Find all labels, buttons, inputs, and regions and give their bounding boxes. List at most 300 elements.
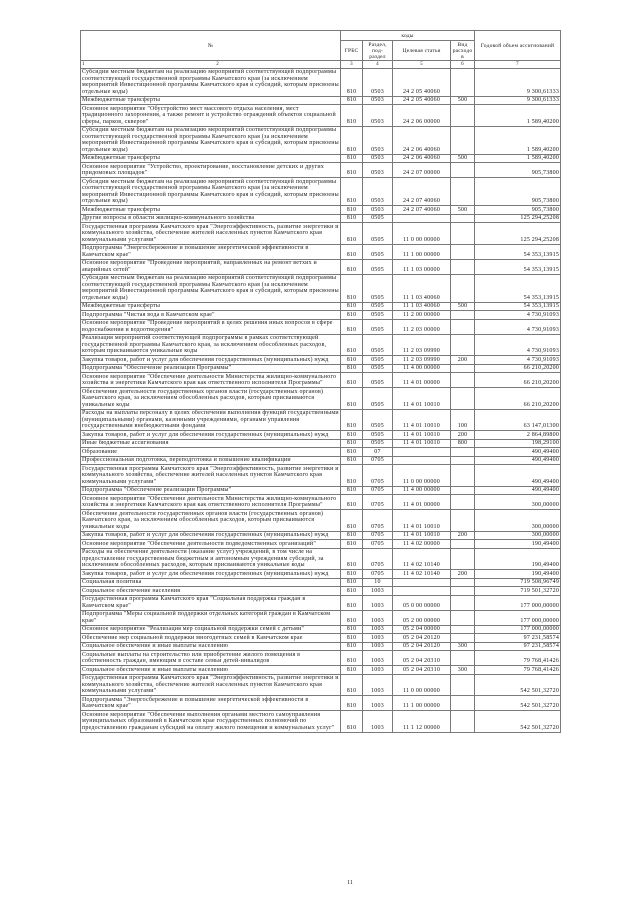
header-expense-type: Вид расходов bbox=[451, 41, 475, 61]
grbs-code-cell: 810 bbox=[341, 595, 363, 610]
grbs-code-cell: 810 bbox=[341, 388, 363, 410]
table-row bbox=[81, 154, 561, 163]
table-row bbox=[81, 711, 561, 733]
expense-type-cell bbox=[451, 373, 475, 388]
expense-type-cell: 500 bbox=[451, 154, 475, 163]
target-article-cell: 11 1 03 00000 bbox=[393, 259, 451, 274]
grbs-code-cell: 810 bbox=[341, 540, 363, 549]
expense-type-cell bbox=[451, 259, 475, 274]
table-row bbox=[81, 531, 561, 540]
section-code-cell: 0705 bbox=[363, 486, 393, 495]
row-name-cell: Субсидии местным бюджетам на реализацию мероприятий соответствующей подпрограммы соответствующей государственной программы Камчатского края (за исключением мероприятий Инвестиционной программы Камчатского края и субсидий, которым присвоены отдельные коды) bbox=[82, 275, 339, 301]
table-row bbox=[81, 259, 561, 274]
target-article-cell: 11 4 00 00000 bbox=[393, 364, 451, 373]
grbs-code-cell: 810 bbox=[341, 465, 363, 487]
table-row bbox=[81, 634, 561, 643]
row-name-cell: Социальные выплаты на строительство или приобретение жилого помещения в собственность граждан, имеющим в составе семьи детей-инвалидов bbox=[81, 651, 341, 666]
target-article-cell: 24 2 07 00000 bbox=[393, 163, 451, 178]
table-header bbox=[81, 31, 561, 69]
target-article-cell: 11 0 00 00000 bbox=[393, 674, 451, 696]
target-article-cell: 24 2 05 40060 bbox=[393, 68, 451, 96]
section-code-cell: 0705 bbox=[363, 531, 393, 540]
section-code-cell: 0705 bbox=[363, 540, 393, 549]
expense-type-cell: 200 bbox=[451, 431, 475, 440]
row-name-cell: Субсидии местным бюджетам на реализацию мероприятий соответствующей подпрограммы соответствующей государственной программы Камчатского края (за исключением мероприятий Инвестиционной программы Камчатского края и субсидий, которым присвоены отдельные коды) bbox=[82, 178, 339, 204]
grbs-code-cell: 810 bbox=[341, 311, 363, 320]
expense-type-cell bbox=[451, 465, 475, 487]
row-name-cell: Подпрограмма "Обеспечение реализации Программы" bbox=[81, 364, 341, 373]
target-article-cell: 11 1 00 00000 bbox=[393, 696, 451, 711]
expense-type-cell bbox=[451, 223, 475, 245]
table-row bbox=[81, 364, 561, 373]
amount-cell: 1 589,40200 bbox=[475, 105, 561, 127]
table-row bbox=[81, 431, 561, 440]
grbs-code-cell: 810 bbox=[341, 587, 363, 596]
table-row bbox=[81, 311, 561, 320]
target-article-cell: 11 4 01 10010 bbox=[393, 388, 451, 410]
expense-type-cell bbox=[451, 595, 475, 610]
amount-cell: 79 768,41426 bbox=[475, 651, 561, 666]
row-name-cell: Обеспечение мер социальной поддержки многодетных семей в Камчатском крае bbox=[81, 634, 341, 643]
table-row bbox=[81, 540, 561, 549]
expense-type-cell: 500 bbox=[451, 302, 475, 311]
expense-type-cell bbox=[451, 548, 475, 570]
grbs-code-cell: 810 bbox=[341, 302, 363, 311]
amount-cell: 905,73800 bbox=[475, 178, 561, 206]
section-code-cell: 0503 bbox=[363, 68, 393, 96]
section-code-cell: 0505 bbox=[363, 302, 393, 311]
grbs-code-cell: 810 bbox=[341, 625, 363, 634]
row-name-cell: Основное мероприятие "Реализация мер социальной поддержки семей с детьми" bbox=[81, 625, 341, 634]
section-code-cell: 1003 bbox=[363, 666, 393, 675]
expense-type-cell bbox=[451, 651, 475, 666]
table-row bbox=[81, 651, 561, 666]
header-section: Раздел, под-раздел bbox=[363, 41, 393, 61]
section-code-cell: 0705 bbox=[363, 456, 393, 465]
amount-cell: 905,73800 bbox=[475, 163, 561, 178]
amount-cell: 4 730,91093 bbox=[475, 356, 561, 365]
expense-type-cell bbox=[451, 364, 475, 373]
amount-cell: 66 210,20200 bbox=[475, 388, 561, 410]
expense-type-cell bbox=[451, 319, 475, 334]
target-article-cell: 11 2 00 00000 bbox=[393, 311, 451, 320]
table-row bbox=[81, 126, 561, 154]
grbs-code-cell: 810 bbox=[341, 163, 363, 178]
target-article-cell: 05 2 04 00000 bbox=[393, 625, 451, 634]
section-code-cell: 07 bbox=[363, 448, 393, 457]
section-code-cell: 0503 bbox=[363, 206, 393, 215]
section-code-cell: 0705 bbox=[363, 465, 393, 487]
section-code-cell: 0503 bbox=[363, 126, 393, 154]
row-name-cell: Расходы на выплаты персоналу в целях обеспечения выполнения функций государственными (муниципальными) органами, казенными учреждениями, органами управления государственными внебюджетными фондами bbox=[82, 410, 339, 429]
amount-cell: 4 730,91093 bbox=[475, 311, 561, 320]
row-name-cell: Профессиональная подготовка, переподготовка и повышение квалификации bbox=[81, 456, 341, 465]
section-code-cell: 0505 bbox=[363, 356, 393, 365]
expense-type-cell bbox=[451, 696, 475, 711]
table-row bbox=[81, 206, 561, 215]
table-row bbox=[81, 68, 561, 96]
section-code-cell: 0705 bbox=[363, 570, 393, 579]
amount-cell: 125 294,25208 bbox=[475, 223, 561, 245]
expense-type-cell: 200 bbox=[451, 356, 475, 365]
expense-type-cell bbox=[451, 214, 475, 223]
expense-type-cell: 300 bbox=[451, 666, 475, 675]
grbs-code-cell: 810 bbox=[341, 711, 363, 733]
row-name-cell: Закупка товаров, работ и услуг для обеспечения государственных (муниципальных) нужд bbox=[81, 570, 341, 579]
section-code-cell: 0505 bbox=[363, 334, 393, 356]
grbs-code-cell: 810 bbox=[341, 456, 363, 465]
row-name-cell: Основное мероприятие "Проведение мероприятий в целях решения иных вопросов в сфере водоснабжения и водоотведения" bbox=[81, 319, 341, 334]
target-article-cell: 11 4 01 10010 bbox=[393, 431, 451, 440]
target-article-cell: 11 4 01 00000 bbox=[393, 373, 451, 388]
target-article-cell: 24 2 07 40060 bbox=[393, 206, 451, 215]
section-code-cell: 0505 bbox=[363, 223, 393, 245]
grbs-code-cell: 810 bbox=[341, 178, 363, 206]
section-code-cell: 1003 bbox=[363, 711, 393, 733]
section-code-cell: 0503 bbox=[363, 163, 393, 178]
expense-type-cell bbox=[451, 448, 475, 457]
expense-type-cell bbox=[451, 495, 475, 510]
amount-cell: 300,00000 bbox=[475, 531, 561, 540]
amount-cell: 4 730,91093 bbox=[475, 334, 561, 356]
target-article-cell bbox=[393, 578, 451, 587]
column-number-row bbox=[81, 61, 561, 69]
section-code-cell: 1003 bbox=[363, 696, 393, 711]
grbs-code-cell: 810 bbox=[341, 334, 363, 356]
grbs-code-cell: 810 bbox=[341, 642, 363, 651]
grbs-code-cell: 810 bbox=[341, 570, 363, 579]
row-name-cell: Подпрограмма "Обеспечение реализации Программы" bbox=[81, 486, 341, 495]
section-code-cell: 0705 bbox=[363, 495, 393, 510]
expense-type-cell bbox=[451, 244, 475, 259]
table-row bbox=[81, 163, 561, 178]
section-code-cell: 0705 bbox=[363, 510, 393, 532]
column-number: 6 bbox=[451, 61, 475, 69]
header-number: № bbox=[81, 31, 341, 61]
row-name-cell: Межбюджетные трансферты bbox=[81, 302, 341, 311]
table-row bbox=[81, 105, 561, 127]
table-row bbox=[81, 465, 561, 487]
table-body bbox=[81, 68, 561, 732]
expense-type-cell bbox=[451, 610, 475, 625]
amount-cell: 542 501,32720 bbox=[475, 696, 561, 711]
row-name-cell: Подпрограмма "Чистая вода в Камчатском крае" bbox=[81, 311, 341, 320]
section-code-cell: 1003 bbox=[363, 674, 393, 696]
section-code-cell: 0505 bbox=[363, 274, 393, 302]
column-number: 7 bbox=[475, 61, 561, 69]
table-row bbox=[81, 96, 561, 105]
target-article-cell: 11 4 01 00000 bbox=[393, 495, 451, 510]
row-name-cell: Социальное обеспечение населения bbox=[81, 587, 341, 596]
table-row bbox=[81, 302, 561, 311]
column-number: 1 bbox=[82, 61, 85, 67]
table-row bbox=[81, 214, 561, 223]
target-article-cell: 11 2 03 09990 bbox=[393, 334, 451, 356]
column-number: 2 bbox=[216, 61, 219, 67]
row-name-cell: Социальное обеспечение и иные выплаты населению bbox=[81, 666, 341, 675]
section-code-cell: 0505 bbox=[363, 409, 393, 431]
target-article-cell: 05 2 04 20310 bbox=[393, 651, 451, 666]
row-name-cell: Подпрограмма "Меры социальной поддержки отдельных категорий граждан в Камчатском крае" bbox=[81, 610, 341, 625]
amount-cell: 9 300,61333 bbox=[475, 68, 561, 96]
amount-cell: 54 353,13915 bbox=[475, 274, 561, 302]
grbs-code-cell: 810 bbox=[341, 409, 363, 431]
table-row bbox=[81, 595, 561, 610]
target-article-cell: 11 2 03 00000 bbox=[393, 319, 451, 334]
section-code-cell: 0505 bbox=[363, 244, 393, 259]
grbs-code-cell: 810 bbox=[341, 244, 363, 259]
table-row bbox=[81, 578, 561, 587]
row-name-cell: Основное мероприятие "Устройство, проектирование, восстановление детских и других придомовых площадок" bbox=[81, 163, 341, 178]
table-row bbox=[81, 625, 561, 634]
amount-cell: 542 501,32720 bbox=[475, 674, 561, 696]
row-name-cell: Другие вопросы в области жилищно-коммунального хозяйства bbox=[81, 214, 341, 223]
section-code-cell: 0503 bbox=[363, 178, 393, 206]
row-name-cell: Основное мероприятие "Проведение мероприятий, направленных на ремонт ветхих и аварийных сетей" bbox=[81, 259, 341, 274]
expense-type-cell bbox=[451, 68, 475, 96]
target-article-cell: 11 4 01 10010 bbox=[393, 439, 451, 448]
grbs-code-cell: 810 bbox=[341, 373, 363, 388]
expense-type-cell: 200 bbox=[451, 531, 475, 540]
section-code-cell: 1003 bbox=[363, 634, 393, 643]
table-row bbox=[81, 319, 561, 334]
grbs-code-cell: 810 bbox=[341, 495, 363, 510]
grbs-code-cell: 810 bbox=[341, 364, 363, 373]
section-code-cell: 1003 bbox=[363, 642, 393, 651]
table-row bbox=[81, 696, 561, 711]
expense-type-cell: 200 bbox=[451, 570, 475, 579]
target-article-cell: 11 4 01 10010 bbox=[393, 409, 451, 431]
table-row bbox=[81, 439, 561, 448]
section-code-cell: 0505 bbox=[363, 311, 393, 320]
grbs-code-cell: 810 bbox=[341, 674, 363, 696]
target-article-cell: 05 2 04 20120 bbox=[393, 642, 451, 651]
expense-type-cell bbox=[451, 578, 475, 587]
amount-cell: 300,00000 bbox=[475, 510, 561, 532]
page-number: 11 bbox=[347, 880, 353, 886]
amount-cell: 542 501,32720 bbox=[475, 711, 561, 733]
expense-type-cell bbox=[451, 126, 475, 154]
target-article-cell: 11 2 03 09990 bbox=[393, 356, 451, 365]
table-row bbox=[81, 409, 561, 431]
target-article-cell: 11 0 00 00000 bbox=[393, 223, 451, 245]
table-row bbox=[81, 610, 561, 625]
target-article-cell bbox=[393, 448, 451, 457]
expense-type-cell bbox=[451, 311, 475, 320]
amount-cell: 177 000,00000 bbox=[475, 625, 561, 634]
amount-cell: 1 589,40200 bbox=[475, 154, 561, 163]
section-code-cell: 0505 bbox=[363, 388, 393, 410]
section-code-cell: 1003 bbox=[363, 610, 393, 625]
row-name-cell: Закупка товаров, работ и услуг для обеспечения государственных (муниципальных) нужд bbox=[81, 431, 341, 440]
column-number: 4 bbox=[363, 61, 393, 69]
row-name-cell: Основное мероприятие "Обеспечение выполнения органами местного самоуправления муниципальных образований в Камчатском крае государственных полномочий по предоставлению гражданам субсидий на оплату жилого помещения и коммунальных услуг" bbox=[81, 711, 341, 733]
section-code-cell: 0505 bbox=[363, 439, 393, 448]
expense-type-cell bbox=[451, 486, 475, 495]
target-article-cell: 11 4 02 10140 bbox=[393, 570, 451, 579]
row-name-cell: Расходы на обеспечение деятельности (оказание услуг) учреждений, в том числе на предоставление государственным бюджетным и автономным учреждениям субсидий, за исключением обособленных расходов, которым присваиваются уникальные коды bbox=[81, 548, 341, 570]
amount-cell: 97 231,58574 bbox=[475, 642, 561, 651]
row-name-cell: Государственная программа Камчатского края "Энергоэффективность, развитие энергетики и коммунального хозяйства, обеспечение жителей населенных пунктов Камчатского края коммунальными услугами" bbox=[82, 465, 339, 485]
row-name-cell: Межбюджетные трансферты bbox=[81, 206, 341, 215]
target-article-cell: 11 4 01 10010 bbox=[393, 510, 451, 532]
grbs-code-cell: 810 bbox=[341, 696, 363, 711]
grbs-code-cell: 810 bbox=[341, 548, 363, 570]
table-row bbox=[81, 244, 561, 259]
expense-type-cell bbox=[451, 456, 475, 465]
amount-cell: 719 501,32720 bbox=[475, 587, 561, 596]
header-target-article: Целевая статья bbox=[393, 41, 451, 61]
expense-type-cell bbox=[451, 178, 475, 206]
row-name-cell: Межбюджетные трансферты bbox=[81, 96, 341, 105]
section-code-cell: 1003 bbox=[363, 587, 393, 596]
header-amount: Годовой объем ассигнований bbox=[475, 31, 561, 61]
expense-type-cell: 300 bbox=[451, 642, 475, 651]
expense-type-cell bbox=[451, 510, 475, 532]
row-name-cell: Подпрограмма "Энергосбережение и повышение энергетической эффективности в Камчатском крае" bbox=[81, 696, 341, 711]
grbs-code-cell: 810 bbox=[341, 259, 363, 274]
expense-type-cell: 500 bbox=[451, 96, 475, 105]
grbs-code-cell: 810 bbox=[341, 610, 363, 625]
expense-type-cell: 500 bbox=[451, 206, 475, 215]
target-article-cell: 05 2 04 20120 bbox=[393, 634, 451, 643]
table-row bbox=[81, 388, 561, 410]
target-article-cell: 11 4 02 10140 bbox=[393, 548, 451, 570]
table-row bbox=[81, 456, 561, 465]
table-row bbox=[81, 334, 561, 356]
amount-cell: 490,49400 bbox=[475, 486, 561, 495]
target-article-cell: 11 4 02 00000 bbox=[393, 540, 451, 549]
table-row bbox=[81, 448, 561, 457]
grbs-code-cell: 810 bbox=[341, 105, 363, 127]
amount-cell: 4 730,91093 bbox=[475, 319, 561, 334]
row-name-cell: Иные бюджетные ассигнования bbox=[81, 439, 341, 448]
grbs-code-cell: 810 bbox=[341, 274, 363, 302]
target-article-cell: 24 2 06 00000 bbox=[393, 105, 451, 127]
grbs-code-cell: 810 bbox=[341, 431, 363, 440]
column-number: 5 bbox=[393, 61, 451, 69]
target-article-cell: 24 2 06 40060 bbox=[393, 154, 451, 163]
grbs-code-cell: 810 bbox=[341, 634, 363, 643]
expense-type-cell bbox=[451, 274, 475, 302]
row-name-cell: Обеспечение деятельности государственных органов власти (государственных органов) Камчатского края, за исключением обособленных расходов, которым присваиваются уникальные коды bbox=[81, 388, 341, 410]
target-article-cell: 05 2 00 00000 bbox=[393, 610, 451, 625]
target-article-cell: 24 2 06 40060 bbox=[393, 126, 451, 154]
section-code-cell: 0503 bbox=[363, 154, 393, 163]
row-name-cell: Основное мероприятие "Обустройство мест массового отдыха населения, мест традиционного захоронения, а также ремонт и устройство ограждений объектов социальной сферы, парков, скверов" bbox=[81, 105, 341, 127]
grbs-code-cell: 810 bbox=[341, 154, 363, 163]
amount-cell: 9 300,61333 bbox=[475, 96, 561, 105]
budget-table bbox=[80, 30, 561, 733]
grbs-code-cell: 810 bbox=[341, 68, 363, 96]
table-row bbox=[81, 548, 561, 570]
row-name-cell: Основное мероприятие "Обеспечение деятельности Министерства жилищно-коммунального хозяйства и энергетики Камчатского края как ответственного исполнителя Программы" bbox=[81, 373, 341, 388]
expense-type-cell bbox=[451, 625, 475, 634]
header-grbs: ГРБС bbox=[341, 41, 363, 61]
grbs-code-cell: 810 bbox=[341, 666, 363, 675]
expense-type-cell bbox=[451, 540, 475, 549]
amount-cell: 66 210,20200 bbox=[475, 373, 561, 388]
section-code-cell: 0705 bbox=[363, 548, 393, 570]
column-number-cell bbox=[81, 61, 341, 69]
amount-cell: 63 147,01300 bbox=[475, 409, 561, 431]
target-article-cell: 11 0 00 00000 bbox=[393, 465, 451, 487]
grbs-code-cell: 810 bbox=[341, 126, 363, 154]
expense-type-cell bbox=[451, 674, 475, 696]
table-row bbox=[81, 178, 561, 206]
target-article-cell bbox=[393, 587, 451, 596]
grbs-code-cell: 810 bbox=[341, 486, 363, 495]
row-name-cell: Подпрограмма "Энергосбережение и повышение энергетической эффективности в Камчатском крае" bbox=[81, 244, 341, 259]
row-name-cell: Образование bbox=[81, 448, 341, 457]
amount-cell: 300,00000 bbox=[475, 495, 561, 510]
table-row bbox=[81, 570, 561, 579]
grbs-code-cell: 810 bbox=[341, 223, 363, 245]
row-name-cell: Обеспечение деятельности государственных органов власти (государственных органов) Камчатского края, за исключением обособленных расходов, которым присваиваются уникальные коды bbox=[81, 510, 341, 532]
target-article-cell: 11 4 01 10010 bbox=[393, 531, 451, 540]
table-row bbox=[81, 274, 561, 302]
row-name-cell: Закупка товаров, работ и услуг для обеспечения государственных (муниципальных) нужд bbox=[81, 356, 341, 365]
grbs-code-cell: 810 bbox=[341, 206, 363, 215]
table-row bbox=[81, 495, 561, 510]
section-code-cell: 10 bbox=[363, 578, 393, 587]
section-code-cell: 1003 bbox=[363, 595, 393, 610]
row-name-cell: Субсидии местным бюджетам на реализацию мероприятий соответствующей подпрограммы соответствующей государственной программы Камчатского края (за исключением мероприятий Инвестиционной программы Камчатского края и субсидий, которым присвоены отдельные коды) bbox=[82, 127, 339, 153]
section-code-cell: 0503 bbox=[363, 105, 393, 127]
amount-cell: 490,49400 bbox=[475, 465, 561, 487]
target-article-cell: 24 2 07 40060 bbox=[393, 178, 451, 206]
grbs-code-cell: 810 bbox=[341, 439, 363, 448]
target-article-cell: 11 1 00 00000 bbox=[393, 244, 451, 259]
amount-cell: 190,49400 bbox=[475, 548, 561, 570]
row-name-cell: Государственная программа Камчатского края "Социальная поддержка граждан в Камчатском крае" bbox=[81, 595, 341, 610]
section-code-cell: 1003 bbox=[363, 651, 393, 666]
section-code-cell: 0503 bbox=[363, 96, 393, 105]
grbs-code-cell: 810 bbox=[341, 651, 363, 666]
table-row bbox=[81, 674, 561, 696]
row-name-cell: Социальная политика bbox=[81, 578, 341, 587]
target-article-cell: 05 2 04 20310 bbox=[393, 666, 451, 675]
amount-cell: 79 768,41426 bbox=[475, 666, 561, 675]
section-code-cell: 1003 bbox=[363, 625, 393, 634]
section-code-cell: 0505 bbox=[363, 214, 393, 223]
row-name-cell: Закупка товаров, работ и услуг для обеспечения государственных (муниципальных) нужд bbox=[81, 531, 341, 540]
amount-cell: 198,29100 bbox=[475, 439, 561, 448]
amount-cell: 125 294,25208 bbox=[475, 214, 561, 223]
row-name-cell: Межбюджетные трансферты bbox=[81, 154, 341, 163]
row-name-cell: Государственная программа Камчатского края "Энергоэффективность, развитие энергетики и коммунального хозяйства, обеспечение жителей населенных пунктов Камчатского края коммунальными услугами" bbox=[82, 675, 339, 694]
amount-cell: 54 353,13915 bbox=[475, 244, 561, 259]
amount-cell: 190,49400 bbox=[475, 570, 561, 579]
amount-cell: 719 508,96749 bbox=[475, 578, 561, 587]
amount-cell: 905,73800 bbox=[475, 206, 561, 215]
amount-cell: 54 353,13915 bbox=[475, 302, 561, 311]
target-article-cell bbox=[393, 214, 451, 223]
section-code-cell: 0505 bbox=[363, 364, 393, 373]
target-article-cell bbox=[393, 456, 451, 465]
grbs-code-cell: 810 bbox=[341, 356, 363, 365]
target-article-cell: 05 0 00 00000 bbox=[393, 595, 451, 610]
section-code-cell: 0505 bbox=[363, 319, 393, 334]
grbs-code-cell: 810 bbox=[341, 214, 363, 223]
target-article-cell: 11 1 12 00000 bbox=[393, 711, 451, 733]
amount-cell: 190,49400 bbox=[475, 540, 561, 549]
amount-cell: 97 231,58574 bbox=[475, 634, 561, 643]
amount-cell: 1 589,40200 bbox=[475, 126, 561, 154]
row-name-cell: Основное мероприятие "Обеспечение деятельности подведомственных организаций" bbox=[81, 540, 341, 549]
target-article-cell: 11 1 03 40060 bbox=[393, 274, 451, 302]
amount-cell: 490,49400 bbox=[475, 456, 561, 465]
